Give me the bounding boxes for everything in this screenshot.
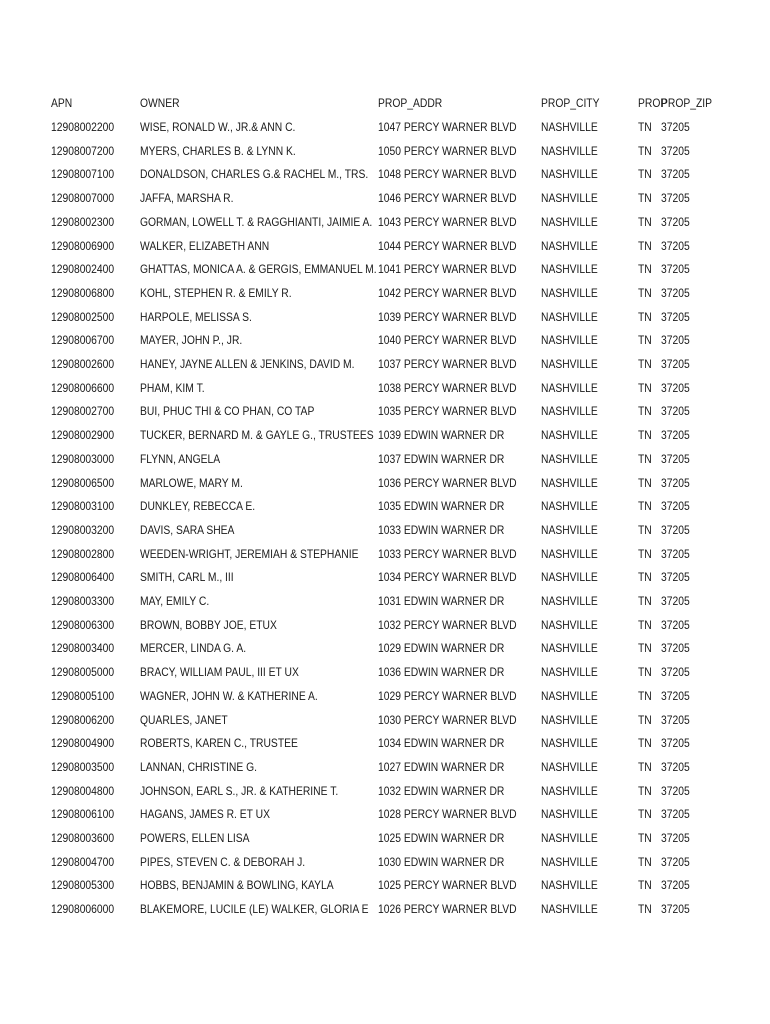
cell-apn: 12908003200 — [51, 522, 115, 537]
cell-apn: 12908002600 — [51, 357, 115, 371]
cell-prop-zip: 37205 — [661, 570, 690, 585]
cell-owner: JAFFA, MARSHA R. — [140, 191, 234, 206]
cell-prop-zip: 37205 — [661, 262, 690, 277]
cell-prop-city: NASHVILLE — [541, 831, 598, 845]
cell-owner: JOHNSON, EARL S., JR. & KATHERINE T. — [140, 783, 339, 798]
cell-prop-zip: 37205 — [661, 831, 690, 845]
cell-prop-addr: 1032 EDWIN WARNER DR — [378, 783, 505, 798]
table-row — [0, 495, 770, 518]
cell-prop-city: NASHVILLE — [541, 902, 598, 917]
cell-prop-addr: 1026 PERCY WARNER BLVD — [378, 902, 517, 917]
cell-owner: BUI, PHUC THI & CO PHAN, CO TAP — [140, 404, 315, 419]
cell-prop-state: TN — [638, 641, 652, 656]
cell-prop-state: TN — [638, 499, 652, 514]
cell-prop-city: NASHVILLE — [541, 736, 598, 751]
header-prop-zip: PROP_ZIP — [661, 96, 713, 110]
cell-owner: HOBBS, BENJAMIN & BOWLING, KAYLA — [140, 878, 334, 893]
cell-prop-addr: 1033 EDWIN WARNER DR — [378, 522, 505, 537]
cell-owner: MERCER, LINDA G. A. — [140, 641, 247, 656]
table-row — [0, 874, 770, 897]
cell-prop-city: NASHVILLE — [541, 262, 598, 277]
cell-apn: 12908007200 — [51, 143, 115, 158]
cell-prop-city: NASHVILLE — [541, 522, 598, 537]
cell-prop-addr: 1025 EDWIN WARNER DR — [378, 831, 505, 845]
cell-apn: 12908006600 — [51, 380, 115, 395]
cell-prop-zip: 37205 — [661, 522, 690, 537]
cell-prop-state: TN — [638, 570, 652, 585]
header-owner: OWNER — [140, 96, 180, 110]
cell-prop-zip: 37205 — [661, 451, 690, 466]
cell-prop-state: TN — [638, 854, 652, 869]
table-row — [0, 116, 770, 139]
cell-owner: LANNAN, CHRISTINE G. — [140, 759, 257, 774]
cell-apn: 12908006200 — [51, 712, 115, 727]
cell-prop-addr: 1043 PERCY WARNER BLVD — [378, 214, 517, 229]
cell-prop-addr: 1038 PERCY WARNER BLVD — [378, 380, 517, 395]
cell-prop-addr: 1032 PERCY WARNER BLVD — [378, 617, 517, 632]
cell-prop-state: TN — [638, 309, 652, 324]
cell-apn: 12908006500 — [51, 475, 115, 490]
cell-prop-state: TN — [638, 333, 652, 348]
table-row — [0, 590, 770, 613]
cell-prop-addr: 1034 PERCY WARNER BLVD — [378, 570, 517, 585]
cell-prop-city: NASHVILLE — [541, 191, 598, 206]
cell-prop-state: TN — [638, 167, 652, 182]
cell-prop-addr: 1036 PERCY WARNER BLVD — [378, 475, 517, 490]
table-row — [0, 661, 770, 684]
cell-apn: 12908003500 — [51, 759, 115, 774]
cell-prop-zip: 37205 — [661, 807, 690, 822]
table-row — [0, 235, 770, 258]
table-row — [0, 187, 770, 210]
cell-prop-city: NASHVILLE — [541, 878, 598, 893]
cell-prop-city: NASHVILLE — [541, 404, 598, 419]
table-row — [0, 353, 770, 376]
cell-prop-state: TN — [638, 783, 652, 798]
cell-owner: PIPES, STEVEN C. & DEBORAH J. — [140, 854, 306, 869]
cell-prop-addr: 1036 EDWIN WARNER DR — [378, 665, 505, 680]
cell-prop-addr: 1030 PERCY WARNER BLVD — [378, 712, 517, 727]
cell-prop-state: TN — [638, 807, 652, 822]
cell-prop-addr: 1029 EDWIN WARNER DR — [378, 641, 505, 656]
cell-prop-state: TN — [638, 617, 652, 632]
table-row — [0, 140, 770, 163]
cell-apn: 12908004700 — [51, 854, 115, 869]
cell-owner: TUCKER, BERNARD M. & GAYLE G., TRUSTEES — [140, 428, 374, 443]
cell-prop-state: TN — [638, 120, 652, 134]
table-row — [0, 780, 770, 803]
cell-prop-city: NASHVILLE — [541, 428, 598, 443]
cell-owner: GHATTAS, MONICA A. & GERGIS, EMMANUEL M. — [140, 262, 377, 277]
cell-prop-city: NASHVILLE — [541, 333, 598, 348]
table-row — [0, 163, 770, 186]
cell-prop-zip: 37205 — [661, 120, 690, 134]
cell-prop-zip: 37205 — [661, 475, 690, 490]
table-row — [0, 851, 770, 874]
cell-prop-state: TN — [638, 831, 652, 845]
cell-prop-state: TN — [638, 878, 652, 893]
table-row — [0, 566, 770, 589]
cell-prop-city: NASHVILLE — [541, 475, 598, 490]
cell-prop-zip: 37205 — [661, 214, 690, 229]
cell-owner: GORMAN, LOWELL T. & RAGGHIANTI, JAIMIE A. — [140, 214, 373, 229]
cell-prop-city: NASHVILLE — [541, 380, 598, 395]
cell-prop-zip: 37205 — [661, 546, 690, 561]
table-row — [0, 614, 770, 637]
cell-apn: 12908006000 — [51, 902, 115, 917]
cell-apn: 12908002400 — [51, 262, 115, 277]
header-prop-city: PROP_CITY — [541, 96, 600, 110]
cell-apn: 12908003300 — [51, 594, 115, 608]
cell-apn: 12908004900 — [51, 736, 115, 751]
cell-owner: WAGNER, JOHN W. & KATHERINE A. — [140, 688, 318, 703]
cell-prop-zip: 37205 — [661, 759, 690, 774]
cell-prop-zip: 37205 — [661, 665, 690, 680]
table-row — [0, 329, 770, 352]
cell-apn: 12908006300 — [51, 617, 115, 632]
cell-prop-state: TN — [638, 475, 652, 490]
cell-owner: MAY, EMILY C. — [140, 594, 210, 608]
cell-prop-zip: 37205 — [661, 143, 690, 158]
cell-prop-city: NASHVILLE — [541, 688, 598, 703]
cell-apn: 12908002500 — [51, 309, 115, 324]
cell-prop-zip: 37205 — [661, 736, 690, 751]
cell-prop-addr: 1033 PERCY WARNER BLVD — [378, 546, 517, 561]
cell-prop-zip: 37205 — [661, 594, 690, 608]
cell-prop-state: TN — [638, 380, 652, 395]
cell-prop-city: NASHVILLE — [541, 759, 598, 774]
cell-prop-city: NASHVILLE — [541, 546, 598, 561]
cell-owner: BROWN, BOBBY JOE, ETUX — [140, 617, 277, 632]
header-prop-state: PROP — [638, 96, 668, 110]
cell-apn: 12908002900 — [51, 428, 115, 443]
cell-prop-zip: 37205 — [661, 783, 690, 798]
cell-owner: MARLOWE, MARY M. — [140, 475, 243, 490]
cell-prop-state: TN — [638, 522, 652, 537]
cell-prop-zip: 37205 — [661, 191, 690, 206]
cell-apn: 12908007000 — [51, 191, 115, 206]
table-row — [0, 282, 770, 305]
cell-prop-addr: 1029 PERCY WARNER BLVD — [378, 688, 517, 703]
cell-prop-city: NASHVILLE — [541, 570, 598, 585]
cell-prop-addr: 1034 EDWIN WARNER DR — [378, 736, 505, 751]
cell-prop-city: NASHVILLE — [541, 451, 598, 466]
cell-prop-addr: 1046 PERCY WARNER BLVD — [378, 191, 517, 206]
cell-owner: POWERS, ELLEN LISA — [140, 831, 250, 845]
table-row — [0, 732, 770, 755]
cell-owner: BLAKEMORE, LUCILE (LE) WALKER, GLORIA E — [140, 902, 369, 917]
cell-prop-zip: 37205 — [661, 357, 690, 371]
cell-prop-zip: 37205 — [661, 167, 690, 182]
cell-prop-zip: 37205 — [661, 902, 690, 917]
cell-prop-state: TN — [638, 736, 652, 751]
table-row — [0, 448, 770, 471]
cell-prop-zip: 37205 — [661, 309, 690, 324]
table-row — [0, 756, 770, 779]
cell-owner: KOHL, STEPHEN R. & EMILY R. — [140, 285, 292, 300]
cell-prop-zip: 37205 — [661, 404, 690, 419]
cell-prop-zip: 37205 — [661, 380, 690, 395]
cell-apn: 12908003600 — [51, 831, 115, 845]
table-row — [0, 709, 770, 732]
cell-prop-zip: 37205 — [661, 641, 690, 656]
cell-owner: DUNKLEY, REBECCA E. — [140, 499, 256, 514]
cell-prop-state: TN — [638, 191, 652, 206]
cell-prop-addr: 1042 PERCY WARNER BLVD — [378, 285, 517, 300]
cell-owner: PHAM, KIM T. — [140, 380, 205, 395]
cell-prop-zip: 37205 — [661, 238, 690, 253]
cell-prop-addr: 1050 PERCY WARNER BLVD — [378, 143, 517, 158]
cell-prop-city: NASHVILLE — [541, 594, 598, 608]
cell-prop-state: TN — [638, 594, 652, 608]
cell-prop-addr: 1040 PERCY WARNER BLVD — [378, 333, 517, 348]
cell-apn: 12908006400 — [51, 570, 115, 585]
cell-apn: 12908003000 — [51, 451, 115, 466]
cell-prop-state: TN — [638, 428, 652, 443]
cell-prop-state: TN — [638, 143, 652, 158]
cell-prop-state: TN — [638, 665, 652, 680]
table-row — [0, 400, 770, 423]
cell-prop-addr: 1037 EDWIN WARNER DR — [378, 451, 505, 466]
table-row — [0, 637, 770, 660]
cell-prop-city: NASHVILLE — [541, 807, 598, 822]
cell-prop-zip: 37205 — [661, 333, 690, 348]
cell-owner: DAVIS, SARA SHEA — [140, 522, 235, 537]
cell-prop-addr: 1039 PERCY WARNER BLVD — [378, 309, 517, 324]
table-row — [0, 306, 770, 329]
cell-prop-city: NASHVILLE — [541, 499, 598, 514]
cell-prop-city: NASHVILLE — [541, 783, 598, 798]
cell-owner: HAGANS, JAMES R. ET UX — [140, 807, 270, 822]
cell-apn: 12908002200 — [51, 120, 115, 134]
cell-owner: QUARLES, JANET — [140, 712, 228, 727]
cell-owner: DONALDSON, CHARLES G.& RACHEL M., TRS. — [140, 167, 369, 182]
table-row — [0, 377, 770, 400]
cell-prop-city: NASHVILLE — [541, 641, 598, 656]
cell-prop-addr: 1030 EDWIN WARNER DR — [378, 854, 505, 869]
cell-owner: WISE, RONALD W., JR.& ANN C. — [140, 120, 296, 134]
cell-apn: 12908002800 — [51, 546, 115, 561]
table-row — [0, 827, 770, 850]
cell-prop-zip: 37205 — [661, 617, 690, 632]
cell-owner: BRACY, WILLIAM PAUL, III ET UX — [140, 665, 299, 680]
cell-prop-addr: 1035 PERCY WARNER BLVD — [378, 404, 517, 419]
cell-prop-state: TN — [638, 404, 652, 419]
cell-prop-state: TN — [638, 759, 652, 774]
cell-owner: SMITH, CARL M., III — [140, 570, 234, 585]
cell-prop-city: NASHVILLE — [541, 143, 598, 158]
cell-apn: 12908002300 — [51, 214, 115, 229]
table-row — [0, 803, 770, 826]
cell-owner: MYERS, CHARLES B. & LYNN K. — [140, 143, 296, 158]
table-row — [0, 424, 770, 447]
cell-prop-state: TN — [638, 238, 652, 253]
cell-prop-state: TN — [638, 902, 652, 917]
cell-prop-state: TN — [638, 546, 652, 561]
cell-prop-zip: 37205 — [661, 854, 690, 869]
cell-apn: 12908006100 — [51, 807, 115, 822]
cell-prop-state: TN — [638, 285, 652, 300]
cell-prop-city: NASHVILLE — [541, 214, 598, 229]
cell-prop-city: NASHVILLE — [541, 665, 598, 680]
cell-owner: MAYER, JOHN P., JR. — [140, 333, 243, 348]
cell-prop-state: TN — [638, 214, 652, 229]
table-row — [0, 543, 770, 566]
cell-prop-zip: 37205 — [661, 712, 690, 727]
table-row — [0, 685, 770, 708]
cell-prop-addr: 1027 EDWIN WARNER DR — [378, 759, 505, 774]
cell-apn: 12908003400 — [51, 641, 115, 656]
cell-prop-city: NASHVILLE — [541, 854, 598, 869]
cell-prop-addr: 1035 EDWIN WARNER DR — [378, 499, 505, 514]
cell-apn: 12908003100 — [51, 499, 115, 514]
cell-apn: 12908006800 — [51, 285, 115, 300]
cell-apn: 12908006900 — [51, 238, 115, 253]
cell-apn: 12908005000 — [51, 665, 115, 680]
cell-prop-state: TN — [638, 451, 652, 466]
header-prop-addr: PROP_ADDR — [378, 96, 443, 110]
cell-apn: 12908005300 — [51, 878, 115, 893]
table-row — [0, 211, 770, 234]
cell-prop-zip: 37205 — [661, 499, 690, 514]
cell-prop-zip: 37205 — [661, 878, 690, 893]
table-row — [0, 898, 770, 921]
cell-prop-zip: 37205 — [661, 688, 690, 703]
cell-prop-city: NASHVILLE — [541, 285, 598, 300]
cell-owner: FLYNN, ANGELA — [140, 451, 221, 466]
cell-prop-city: NASHVILLE — [541, 617, 598, 632]
cell-prop-addr: 1037 PERCY WARNER BLVD — [378, 357, 517, 371]
cell-prop-city: NASHVILLE — [541, 120, 598, 134]
cell-prop-state: TN — [638, 357, 652, 371]
cell-prop-addr: 1025 PERCY WARNER BLVD — [378, 878, 517, 893]
cell-prop-addr: 1028 PERCY WARNER BLVD — [378, 807, 517, 822]
cell-owner: ROBERTS, KAREN C., TRUSTEE — [140, 736, 298, 751]
cell-prop-addr: 1044 PERCY WARNER BLVD — [378, 238, 517, 253]
cell-owner: HARPOLE, MELISSA S. — [140, 309, 252, 324]
cell-apn: 12908004800 — [51, 783, 115, 798]
cell-prop-city: NASHVILLE — [541, 238, 598, 253]
table-row — [0, 472, 770, 495]
cell-prop-state: TN — [638, 688, 652, 703]
cell-apn: 12908002700 — [51, 404, 115, 419]
table-header — [0, 92, 770, 115]
cell-prop-zip: 37205 — [661, 285, 690, 300]
cell-prop-city: NASHVILLE — [541, 712, 598, 727]
cell-prop-city: NASHVILLE — [541, 167, 598, 182]
header-apn: APN — [51, 96, 73, 110]
cell-prop-addr: 1031 EDWIN WARNER DR — [378, 594, 505, 608]
cell-apn: 12908005100 — [51, 688, 115, 703]
cell-prop-addr: 1041 PERCY WARNER BLVD — [378, 262, 517, 277]
cell-prop-state: TN — [638, 262, 652, 277]
cell-prop-zip: 37205 — [661, 428, 690, 443]
cell-prop-addr: 1048 PERCY WARNER BLVD — [378, 167, 517, 182]
cell-prop-city: NASHVILLE — [541, 309, 598, 324]
cell-prop-state: TN — [638, 712, 652, 727]
cell-owner: WALKER, ELIZABETH ANN — [140, 238, 270, 253]
cell-owner: WEEDEN-WRIGHT, JEREMIAH & STEPHANIE — [140, 546, 359, 561]
cell-owner: HANEY, JAYNE ALLEN & JENKINS, DAVID M. — [140, 357, 355, 371]
cell-prop-addr: 1047 PERCY WARNER BLVD — [378, 120, 517, 134]
cell-prop-city: NASHVILLE — [541, 357, 598, 371]
cell-prop-addr: 1039 EDWIN WARNER DR — [378, 428, 505, 443]
cell-apn: 12908006700 — [51, 333, 115, 348]
table-row — [0, 258, 770, 281]
cell-apn: 12908007100 — [51, 167, 115, 182]
table-row — [0, 519, 770, 542]
